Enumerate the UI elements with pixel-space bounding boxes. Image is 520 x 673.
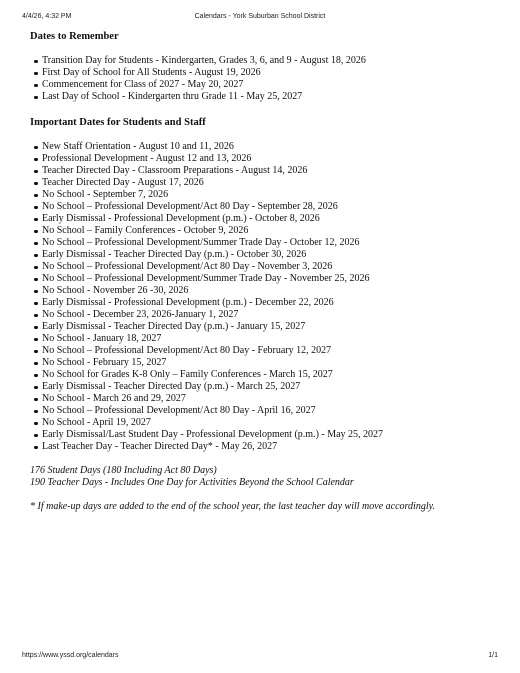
dates-to-remember-heading: Dates to Remember — [30, 31, 119, 42]
list-item: No School - January 18, 2027 — [42, 333, 500, 345]
list-item: No School – Professional Development/Summer Trade Day - November 25, 2026 — [42, 273, 500, 285]
list-item: Early Dismissal - Teacher Directed Day (p.m.) - March 25, 2027 — [42, 381, 500, 393]
list-item: New Staff Orientation - August 10 and 11, 2026 — [42, 141, 500, 153]
list-item: Early Dismissal - Professional Development (p.m.) - December 22, 2026 — [42, 297, 500, 309]
important-dates-list — [30, 141, 500, 453]
list-item: First Day of School for All Students - August 19, 2026 — [42, 67, 500, 79]
print-url: https://www.yssd.org/calendars — [22, 652, 119, 659]
day-count-summary — [30, 465, 500, 489]
teacher-days-note: 190 Teacher Days - Includes One Day for Activities Beyond the School Calendar — [30, 477, 354, 488]
list-item: Early Dismissal - Professional Development (p.m.) - October 8, 2026 — [42, 213, 500, 225]
list-item: No School - February 15, 2027 — [42, 357, 500, 369]
calendar-content — [30, 30, 500, 513]
list-item: No School – Professional Development/Act 80 Day - September 28, 2026 — [42, 201, 500, 213]
list-item: No School - April 19, 2027 — [42, 417, 500, 429]
list-item: No School - March 26 and 29, 2027 — [42, 393, 500, 405]
list-item: Transition Day for Students - Kindergarten, Grades 3, 6, and 9 - August 18, 2026 — [42, 55, 500, 67]
list-item: No School – Family Conferences - October 9, 2026 — [42, 225, 500, 237]
list-item: Professional Development - August 12 and 13, 2026 — [42, 153, 500, 165]
list-item: No School for Grades K-8 Only – Family Conferences - March 15, 2027 — [42, 369, 500, 381]
list-item: Teacher Directed Day - Classroom Preparations - August 14, 2026 — [42, 165, 500, 177]
list-item: Commencement for Class of 2027 - May 20, 2027 — [42, 79, 500, 91]
list-item: No School – Professional Development/Summer Trade Day - October 12, 2026 — [42, 237, 500, 249]
list-item: No School – Professional Development/Act 80 Day - November 3, 2026 — [42, 261, 500, 273]
dates-to-remember-list — [30, 55, 500, 103]
print-page-title: Calendars - York Suburban School District — [194, 13, 326, 20]
make-up-days-footnote: * If make-up days are added to the end of the school year, the last teacher day will move accordingly. — [30, 501, 435, 512]
list-item: No School – Professional Development/Act 80 Day - February 12, 2027 — [42, 345, 500, 357]
student-days-note: 176 Student Days (180 Including Act 80 Days) — [30, 465, 217, 476]
list-item: No School – Professional Development/Act 80 Day - April 16, 2027 — [42, 405, 500, 417]
list-item: No School - September 7, 2026 — [42, 189, 500, 201]
list-item: Early Dismissal - Teacher Directed Day (p.m.) - January 15, 2027 — [42, 321, 500, 333]
print-page-number: 1/1 — [488, 652, 498, 659]
list-item: Early Dismissal/Last Student Day - Professional Development (p.m.) - May 25, 2027 — [42, 429, 500, 441]
print-datetime: 4/4/26, 4:32 PM — [22, 13, 72, 20]
important-dates-heading: Important Dates for Students and Staff — [30, 117, 206, 128]
list-item: Teacher Directed Day - August 17, 2026 — [42, 177, 500, 189]
list-item: Last Teacher Day - Teacher Directed Day* - May 26, 2027 — [42, 441, 500, 453]
list-item: No School - December 23, 2026-January 1, 2027 — [42, 309, 500, 321]
list-item: No School - November 26 -30, 2026 — [42, 285, 500, 297]
list-item: Early Dismissal - Teacher Directed Day (p.m.) - October 30, 2026 — [42, 249, 500, 261]
list-item: Last Day of School - Kindergarten thru Grade 11 - May 25, 2027 — [42, 91, 500, 103]
